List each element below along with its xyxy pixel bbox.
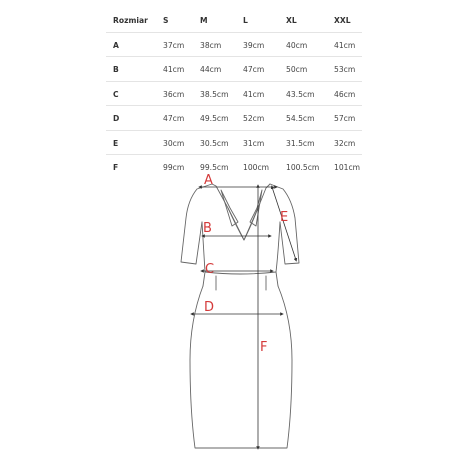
cell-s: 47cm — [163, 114, 185, 123]
header-m: M — [200, 16, 208, 25]
cell-s: 99cm — [163, 163, 185, 172]
cell-xl: 31.5cm — [286, 138, 315, 148]
cell-xl: 100.5cm — [286, 163, 320, 172]
cell-m: 30.5cm — [200, 138, 229, 148]
letter-a: A — [204, 173, 213, 188]
cell-m: 44cm — [200, 65, 222, 74]
header-s: S — [163, 16, 169, 25]
header-l: L — [243, 16, 248, 25]
cell-s: 30cm — [163, 138, 185, 148]
header-xl: XL — [286, 16, 297, 25]
cell-l: 100cm — [243, 163, 270, 172]
row-label: E — [113, 138, 119, 148]
cell-xxl: 41cm — [334, 40, 356, 50]
row-label: F — [113, 163, 119, 172]
cell-l: 47cm — [243, 65, 265, 74]
row-label: A — [113, 40, 119, 50]
letter-c: C — [205, 262, 215, 277]
row-label: C — [113, 89, 119, 99]
cell-xl: 43.5cm — [286, 89, 315, 99]
row-label: D — [113, 114, 120, 123]
row-label: B — [113, 65, 119, 74]
header-xxl: XXL — [334, 16, 351, 25]
cell-xl: 54.5cm — [286, 114, 315, 123]
cell-l: 31cm — [243, 138, 265, 148]
cell-xl: 50cm — [286, 65, 308, 74]
cell-l: 41cm — [243, 89, 265, 99]
cell-xxl: 57cm — [334, 114, 356, 123]
cell-xxl: 101cm — [334, 163, 361, 172]
letter-b: B — [203, 221, 212, 236]
cell-xl: 40cm — [286, 40, 308, 50]
cell-m: 99.5cm — [200, 163, 229, 172]
cell-m: 49.5cm — [200, 114, 229, 123]
letter-d: D — [204, 300, 215, 315]
header-rozmiar: Rozmiar — [113, 16, 148, 25]
cell-s: 37cm — [163, 40, 185, 50]
measure-letters — [203, 173, 288, 355]
cell-l: 39cm — [243, 40, 265, 50]
letter-f: F — [260, 340, 268, 355]
letter-e: E — [280, 210, 289, 225]
cell-s: 41cm — [163, 65, 185, 74]
cell-xxl: 32cm — [334, 138, 356, 148]
cell-m: 38.5cm — [200, 89, 229, 99]
cell-m: 38cm — [200, 40, 222, 50]
cell-l: 52cm — [243, 114, 265, 123]
cell-xxl: 53cm — [334, 65, 356, 74]
cell-s: 36cm — [163, 89, 185, 99]
cell-xxl: 46cm — [334, 89, 356, 99]
